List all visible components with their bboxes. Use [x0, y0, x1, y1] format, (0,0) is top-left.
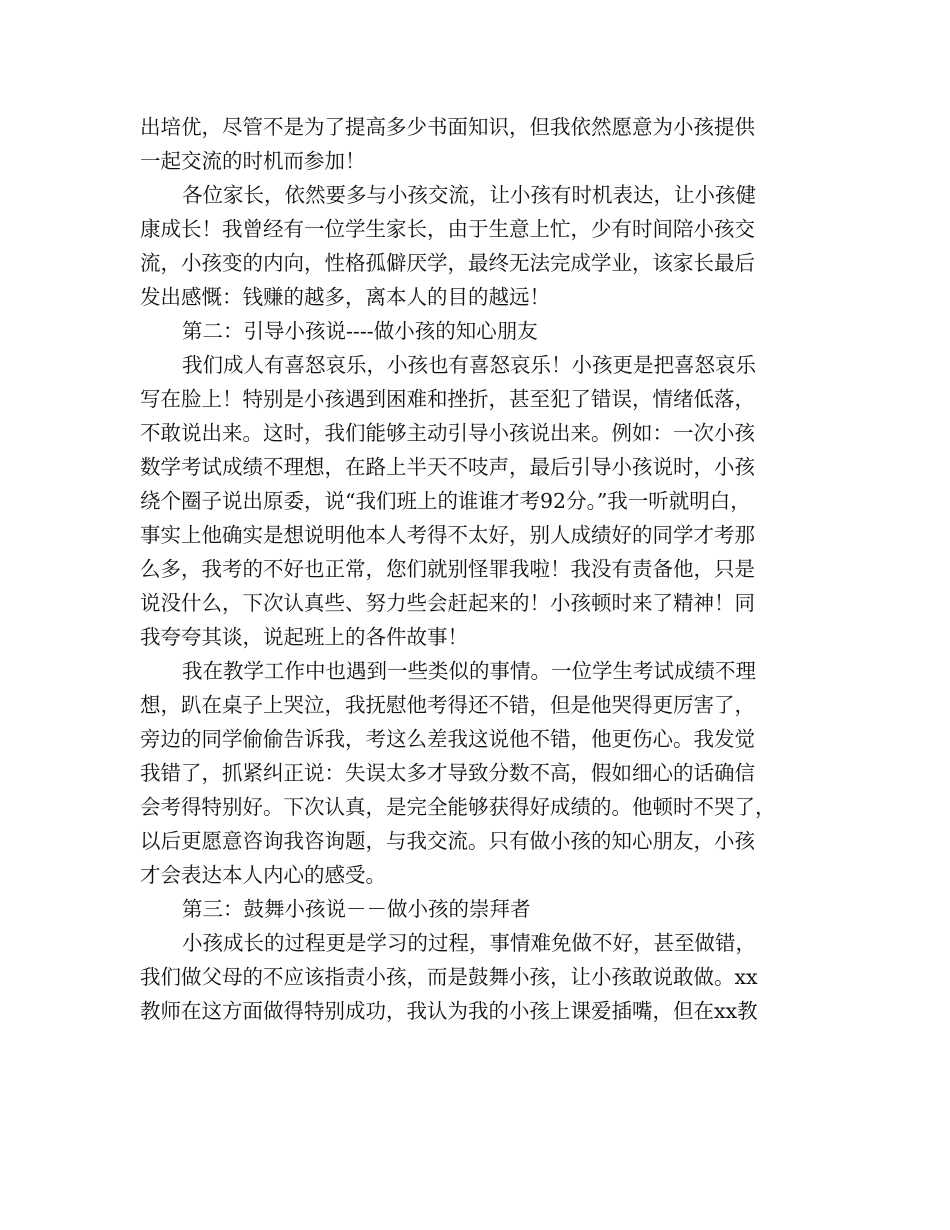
paragraph-4 [140, 654, 812, 892]
document-body [140, 110, 812, 1028]
text-line: 一起交流的时机而参加！ [140, 149, 366, 173]
section-heading-3 [140, 892, 812, 926]
text-line: 我在教学工作中也遇到一些类似的事情。一位学生考试成绩不理 [182, 659, 756, 683]
heading-line: 第三：鼓舞小孩说－－做小孩的崇拜者 [182, 897, 531, 921]
text-line: 流，小孩变的内向，性格孤僻厌学，最终无法完成学业，该家长最后 [140, 251, 755, 275]
text-line: 教师在这方面做得特别成功，我认为我的小孩上课爱插嘴，但在xx教 [140, 999, 758, 1023]
text-line: 发出感慨：钱赚的越多，离本人的目的越远！ [140, 285, 550, 309]
text-line: 我错了，抓紧纠正说：失误太多才导致分数不高，假如细心的话确信 [140, 761, 755, 785]
text-line: 小孩成长的过程更是学习的过程，事情难免做不好，甚至做错， [182, 931, 756, 955]
text-line: 旁边的同学偷偷告诉我，考这么差我这说他不错，他更伤心。我发觉 [140, 727, 755, 751]
text-line: 会考得特别好。下次认真，是完全能够获得好成绩的。他顿时不哭了， [140, 795, 776, 819]
text-line: 康成长！我曾经有一位学生家长，由于生意上忙，少有时间陪小孩交 [140, 217, 755, 241]
text-line: 数学考试成绩不理想，在路上半天不吱声，最后引导小孩说时，小孩 [140, 455, 755, 479]
paragraph-1 [140, 110, 812, 178]
text-line: 说没什么，下次认真些、努力些会赶起来的！小孩顿时来了精神！同 [140, 591, 755, 615]
text-line: 绕个圈子说出原委，说“我们班上的谁谁才考92分。”我一听就明白， [140, 489, 751, 513]
text-line: 各位家长，依然要多与小孩交流，让小孩有时机表达，让小孩健 [182, 183, 756, 207]
text-line: 事实上他确实是想说明他本人考得不太好，别人成绩好的同学才考那 [140, 523, 755, 547]
text-line: 写在脸上！特别是小孩遇到困难和挫折，甚至犯了错误，情绪低落， [140, 387, 755, 411]
paragraph-2 [140, 178, 812, 314]
text-line: 么多，我考的不好也正常，您们就别怪罪我啦！我没有责备他，只是 [140, 557, 755, 581]
section-heading-2 [140, 314, 812, 348]
text-line: 想，趴在桌子上哭泣，我抚慰他考得还不错，但是他哭得更厉害了， [140, 693, 755, 717]
text-line: 出培优，尽管不是为了提高多少书面知识，但我依然愿意为小孩提供 [140, 115, 755, 139]
heading-line: 第二：引导小孩说----做小孩的知心朋友 [182, 319, 538, 343]
paragraph-5 [140, 926, 812, 1028]
text-line: 才会表达本人内心的感受。 [140, 863, 386, 887]
text-line: 不敢说出来。这时，我们能够主动引导小孩说出来。例如：一次小孩 [140, 421, 755, 445]
text-line: 以后更愿意咨询我咨询题，与我交流。只有做小孩的知心朋友，小孩 [140, 829, 755, 853]
text-line: 我们做父母的不应该指责小孩，而是鼓舞小孩，让小孩敢说敢做。xx [140, 965, 758, 989]
text-line: 我们成人有喜怒哀乐，小孩也有喜怒哀乐！小孩更是把喜怒哀乐 [182, 353, 756, 377]
paragraph-3 [140, 348, 812, 654]
text-line: 我夸夸其谈，说起班上的各件故事！ [140, 625, 468, 649]
